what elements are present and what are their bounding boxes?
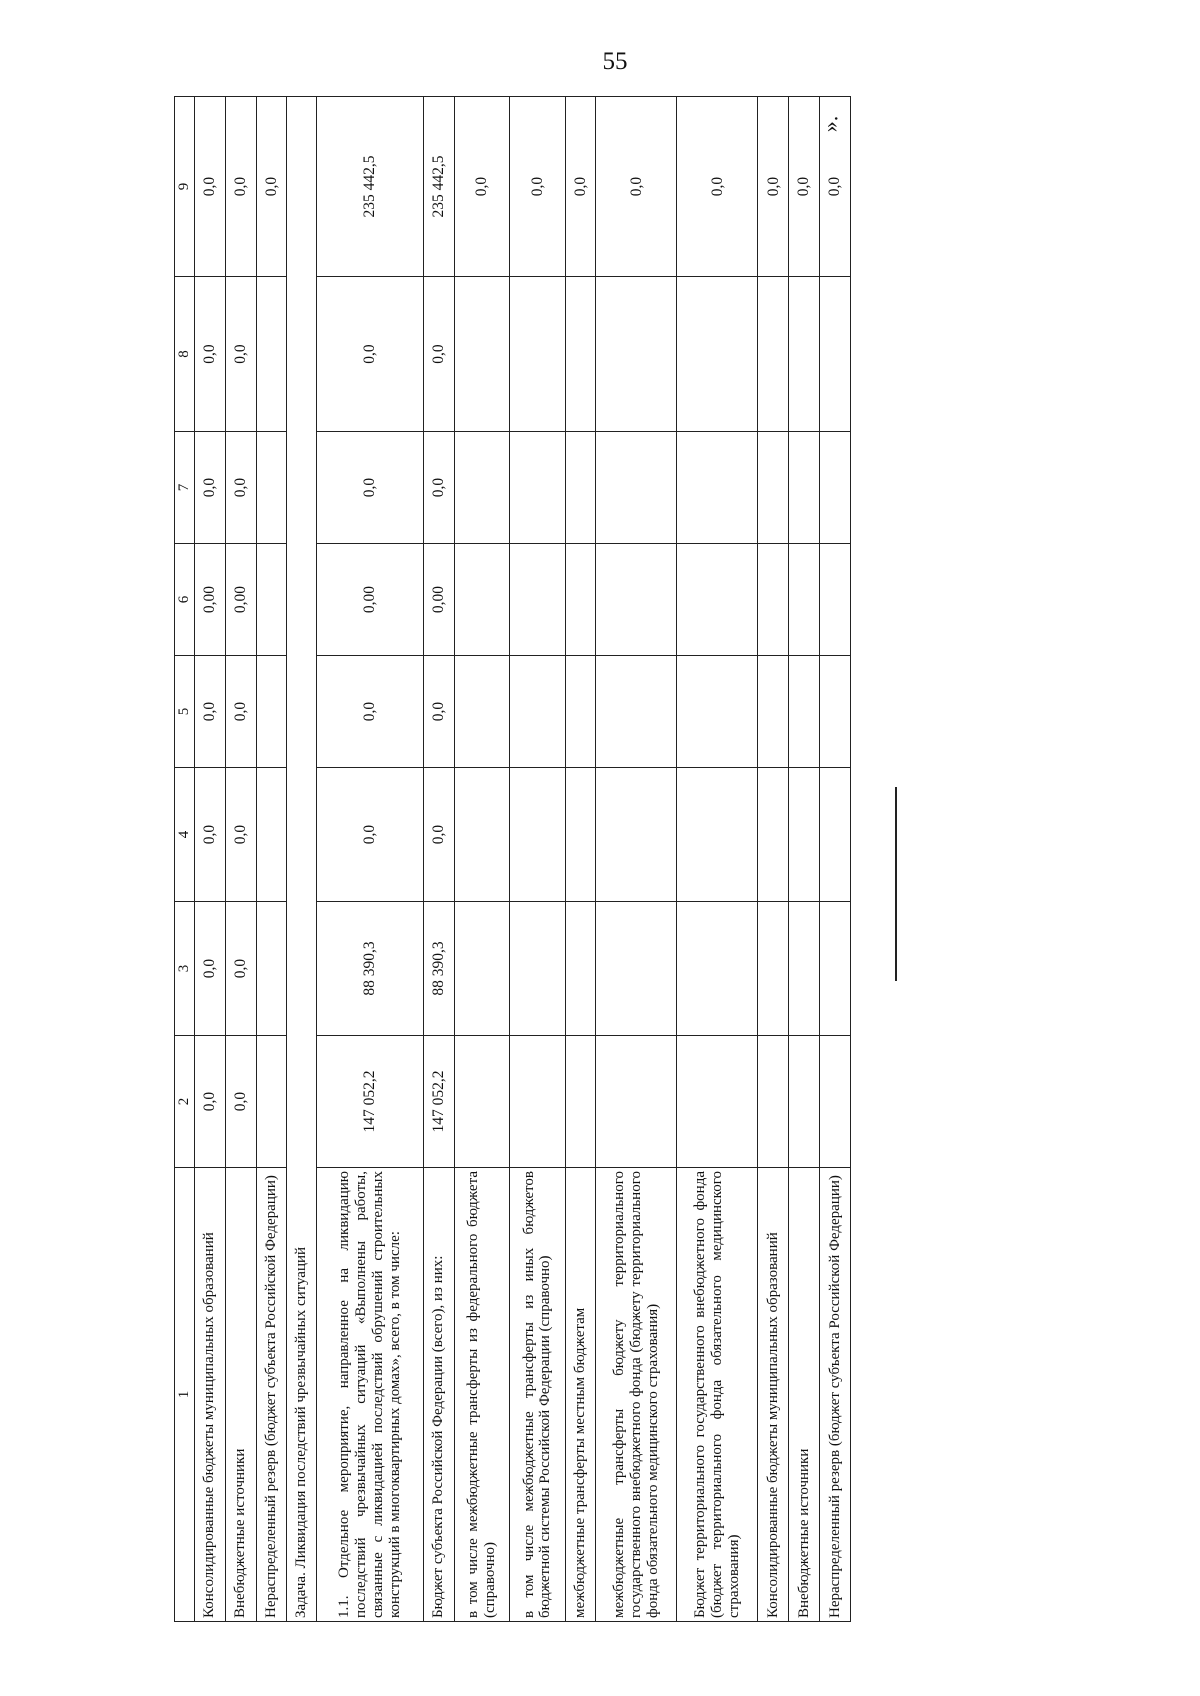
value-cell: 0,0 bbox=[565, 97, 596, 277]
col-header: 6 bbox=[175, 544, 195, 656]
value-cell bbox=[510, 902, 565, 1036]
value-cell bbox=[565, 277, 596, 432]
value-cell bbox=[596, 544, 677, 656]
row-name-cell: Нераспределенный резерв (бюджет субъекта Российской Федерации) bbox=[256, 1168, 287, 1622]
row-name-cell: в том числе межбюджетные трансферты из иных бюджетов бюджетной системы Российской Федерации (справочно) bbox=[510, 1168, 565, 1622]
value-cell bbox=[256, 656, 287, 768]
value-cell: 0,0 bbox=[510, 97, 565, 277]
budget-table bbox=[174, 96, 851, 1622]
value-cell bbox=[510, 768, 565, 902]
value-cell bbox=[454, 432, 509, 544]
value-cell: 0,0 bbox=[225, 277, 256, 432]
value-cell bbox=[677, 768, 758, 902]
value-cell bbox=[596, 902, 677, 1036]
col-header: 3 bbox=[175, 902, 195, 1036]
value-cell bbox=[758, 656, 789, 768]
value-cell bbox=[596, 277, 677, 432]
value-cell: 0,0 bbox=[225, 97, 256, 277]
table-row bbox=[256, 97, 287, 1622]
value-cell bbox=[758, 277, 789, 432]
value-cell: 0,0 bbox=[225, 432, 256, 544]
row-name-cell: Бюджет субъекта Российской Федерации (всего), из них: bbox=[423, 1168, 454, 1622]
value-cell: 0,0 bbox=[317, 768, 423, 902]
value-cell bbox=[677, 902, 758, 1036]
value-cell: 0,0 bbox=[820, 97, 851, 277]
value-cell: 0,0 bbox=[317, 432, 423, 544]
value-cell bbox=[454, 1036, 509, 1168]
row-name-cell: Консолидированные бюджеты муниципальных образований bbox=[194, 1168, 225, 1622]
value-cell: 0,0 bbox=[225, 656, 256, 768]
table-row bbox=[789, 97, 820, 1622]
value-cell bbox=[256, 902, 287, 1036]
value-cell bbox=[565, 432, 596, 544]
value-cell bbox=[789, 768, 820, 902]
row-name-cell: Внебюджетные источники bbox=[225, 1168, 256, 1622]
row-name-cell: Нераспределенный резерв (бюджет субъекта Российской Федерации) bbox=[820, 1168, 851, 1622]
row-name-cell: межбюджетные трансферты местным бюджетам bbox=[565, 1168, 596, 1622]
table-row bbox=[596, 97, 677, 1622]
value-cell bbox=[454, 656, 509, 768]
value-cell: 0,0 bbox=[194, 97, 225, 277]
value-cell bbox=[820, 1036, 851, 1168]
table-row bbox=[317, 97, 423, 1622]
value-cell bbox=[758, 544, 789, 656]
value-cell bbox=[677, 432, 758, 544]
value-cell bbox=[677, 544, 758, 656]
value-cell: 0,0 bbox=[423, 432, 454, 544]
row-name-cell: Консолидированные бюджеты муниципальных образований bbox=[758, 1168, 789, 1622]
value-cell: 0,0 bbox=[317, 277, 423, 432]
value-cell bbox=[596, 768, 677, 902]
value-cell: 0,0 bbox=[758, 97, 789, 277]
value-cell bbox=[565, 544, 596, 656]
col-header: 8 bbox=[175, 277, 195, 432]
value-cell bbox=[820, 902, 851, 1036]
value-cell bbox=[758, 902, 789, 1036]
col-header: 9 bbox=[175, 97, 195, 277]
table-row bbox=[758, 97, 789, 1622]
value-cell: 147 052,2 bbox=[423, 1036, 454, 1168]
value-cell bbox=[510, 544, 565, 656]
table-row bbox=[820, 97, 851, 1622]
value-cell: 0,0 bbox=[225, 902, 256, 1036]
row-name-cell: 1.1. Отдельное мероприятие, направленное на ликвидацию последствий чрезвычайных ситуаций «Выполнены работы, связанные с ликвидацией последствий обрушений строительных конструкций в многоквартирных домах», всего, в том числе: bbox=[317, 1168, 423, 1622]
value-cell bbox=[565, 656, 596, 768]
value-cell bbox=[565, 768, 596, 902]
value-cell: 0,00 bbox=[317, 544, 423, 656]
table-row bbox=[454, 97, 509, 1622]
row-name-cell: Внебюджетные источники bbox=[789, 1168, 820, 1622]
value-cell bbox=[596, 1036, 677, 1168]
value-cell: 0,0 bbox=[194, 768, 225, 902]
value-cell bbox=[789, 277, 820, 432]
value-cell: 147 052,2 bbox=[317, 1036, 423, 1168]
page-number: 55 bbox=[602, 48, 628, 75]
value-cell bbox=[820, 277, 851, 432]
value-cell bbox=[596, 432, 677, 544]
value-cell: 0,0 bbox=[596, 97, 677, 277]
value-cell bbox=[758, 1036, 789, 1168]
col-header: 7 bbox=[175, 432, 195, 544]
value-cell bbox=[256, 768, 287, 902]
col-header: 4 bbox=[175, 768, 195, 902]
row-name-cell: Задача. Ликвидация последствий чрезвычайных ситуаций bbox=[287, 97, 317, 1622]
table-row bbox=[510, 97, 565, 1622]
value-cell bbox=[677, 1036, 758, 1168]
value-cell: 0,0 bbox=[256, 97, 287, 277]
closing-quote: ». bbox=[817, 115, 843, 133]
value-cell bbox=[454, 902, 509, 1036]
value-cell: 0,00 bbox=[225, 544, 256, 656]
value-cell bbox=[510, 656, 565, 768]
table-row bbox=[287, 97, 317, 1622]
value-cell bbox=[256, 432, 287, 544]
row-name-cell: Бюджет территориального государственного внебюджетного фонда (бюджет территориального фонда обязательного медицинского страхования) bbox=[677, 1168, 758, 1622]
value-cell bbox=[510, 432, 565, 544]
value-cell: 0,0 bbox=[194, 432, 225, 544]
value-cell bbox=[454, 768, 509, 902]
col-header: 1 bbox=[175, 1168, 195, 1622]
value-cell: 0,00 bbox=[194, 544, 225, 656]
value-cell: 0,0 bbox=[454, 97, 509, 277]
value-cell bbox=[789, 544, 820, 656]
col-header: 5 bbox=[175, 656, 195, 768]
value-cell bbox=[256, 544, 287, 656]
value-cell: 0,0 bbox=[225, 1036, 256, 1168]
value-cell: 0,0 bbox=[423, 277, 454, 432]
value-cell bbox=[510, 1036, 565, 1168]
col-header: 2 bbox=[175, 1036, 195, 1168]
value-cell bbox=[758, 768, 789, 902]
value-cell: 88 390,3 bbox=[317, 902, 423, 1036]
value-cell bbox=[789, 902, 820, 1036]
value-cell bbox=[510, 277, 565, 432]
table-row bbox=[225, 97, 256, 1622]
table-row bbox=[565, 97, 596, 1622]
value-cell: 235 442,5 bbox=[423, 97, 454, 277]
value-cell bbox=[820, 432, 851, 544]
value-cell bbox=[789, 1036, 820, 1168]
value-cell bbox=[256, 277, 287, 432]
row-name-cell: межбюджетные трансферты бюджету территориального государственного внебюджетного фонда (бюджету территориального фонда обязательного медицинского страхования) bbox=[596, 1168, 677, 1622]
value-cell: 0,00 bbox=[423, 544, 454, 656]
value-cell: 0,0 bbox=[789, 97, 820, 277]
value-cell bbox=[820, 544, 851, 656]
table-row bbox=[423, 97, 454, 1622]
value-cell: 0,0 bbox=[423, 656, 454, 768]
value-cell bbox=[256, 1036, 287, 1168]
signature-divider-line bbox=[895, 787, 897, 981]
value-cell: 0,0 bbox=[194, 277, 225, 432]
value-cell: 0,0 bbox=[194, 902, 225, 1036]
value-cell: 0,0 bbox=[677, 97, 758, 277]
value-cell bbox=[565, 1036, 596, 1168]
value-cell bbox=[565, 902, 596, 1036]
row-name-cell: в том числе межбюджетные трансферты из федерального бюджета (справочно) bbox=[454, 1168, 509, 1622]
value-cell: 0,0 bbox=[423, 768, 454, 902]
value-cell bbox=[677, 277, 758, 432]
value-cell: 0,0 bbox=[317, 656, 423, 768]
value-cell bbox=[820, 768, 851, 902]
value-cell bbox=[454, 277, 509, 432]
value-cell: 88 390,3 bbox=[423, 902, 454, 1036]
budget-table-container bbox=[174, 97, 851, 1622]
table-row bbox=[677, 97, 758, 1622]
value-cell bbox=[789, 656, 820, 768]
value-cell bbox=[677, 656, 758, 768]
table-row bbox=[194, 97, 225, 1622]
value-cell bbox=[596, 656, 677, 768]
value-cell: 235 442,5 bbox=[317, 97, 423, 277]
value-cell: 0,0 bbox=[194, 1036, 225, 1168]
value-cell bbox=[820, 656, 851, 768]
value-cell bbox=[789, 432, 820, 544]
value-cell: 0,0 bbox=[194, 656, 225, 768]
table-body bbox=[194, 97, 850, 1622]
value-cell bbox=[454, 544, 509, 656]
table-header-row bbox=[175, 97, 195, 1622]
value-cell bbox=[758, 432, 789, 544]
value-cell: 0,0 bbox=[225, 768, 256, 902]
